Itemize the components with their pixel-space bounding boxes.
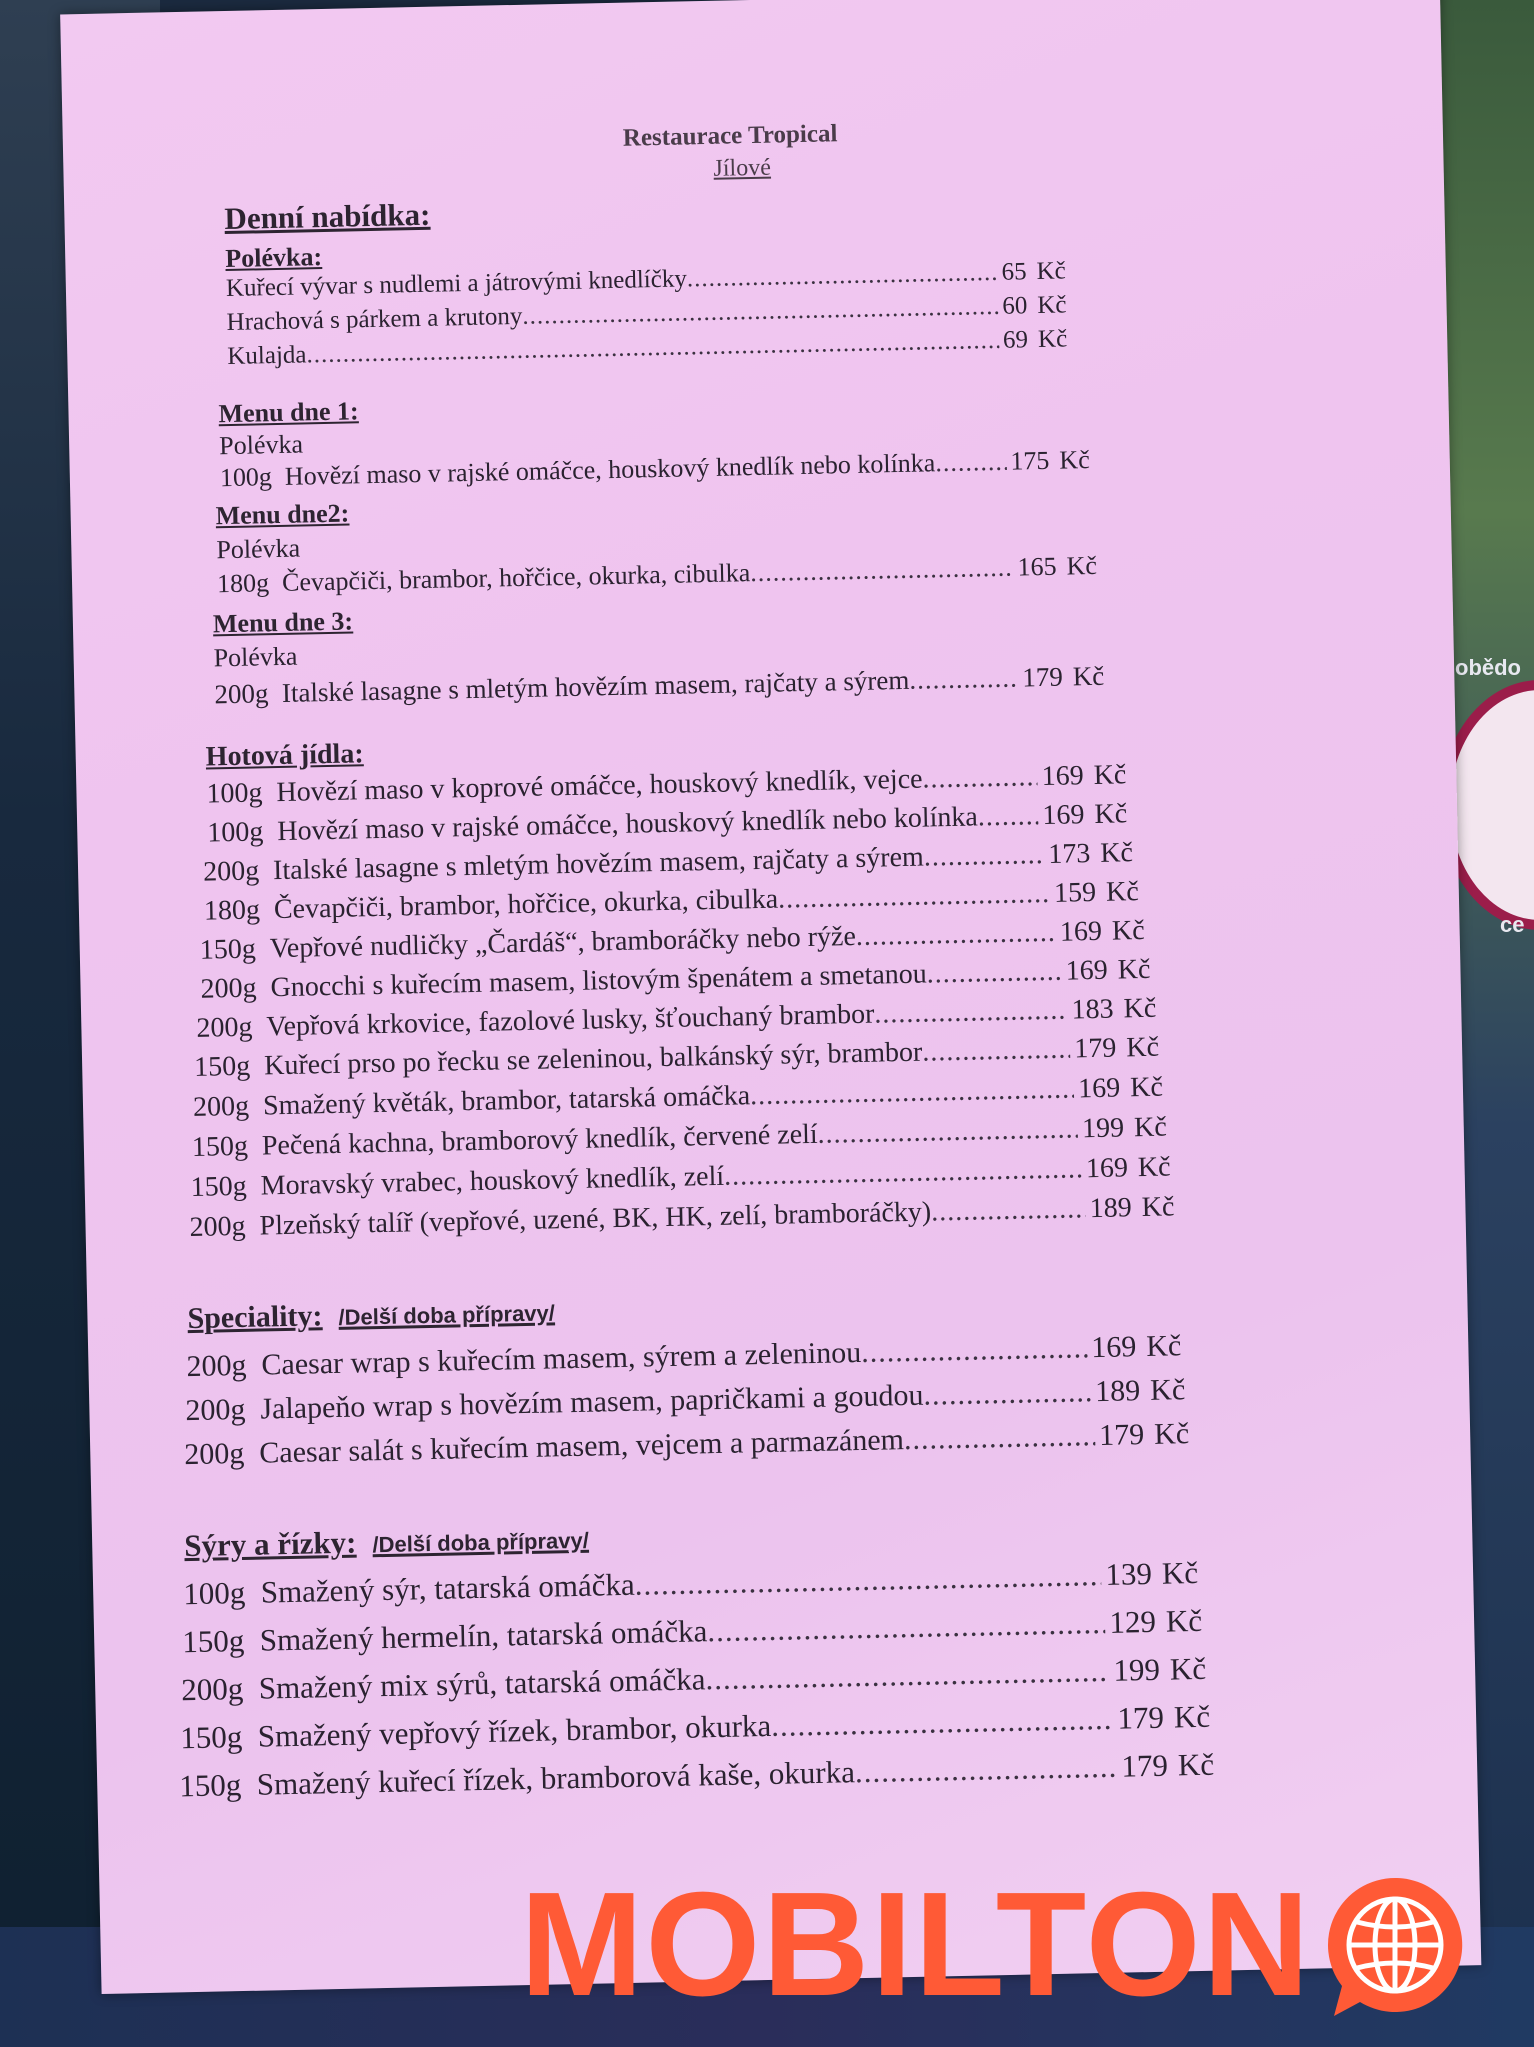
currency: Kč [1153, 1417, 1190, 1451]
leader-dots [705, 1653, 1110, 1697]
menu-item [183, 1555, 1199, 1612]
ready-meals-heading: Hotová jídla: [205, 738, 364, 773]
specialities-note: /Delší doba přípravy/ [338, 1300, 556, 1330]
side-text-bottom: ce [1500, 912, 1525, 937]
dish-price: 173 [1047, 838, 1091, 870]
leader-dots [707, 1605, 1106, 1649]
menu-1-item [220, 445, 1090, 493]
currency: Kč [1066, 550, 1098, 581]
currency: Kč [1105, 876, 1140, 908]
leader-dots [861, 1331, 1088, 1370]
dish-name: Čevapčiči, brambor, hořčice, okurka, cibulka [281, 558, 751, 597]
cheese-schnitzel-note: /Delší doba přípravy/ [372, 1527, 590, 1558]
leader-dots [687, 259, 998, 294]
currency: Kč [1141, 1191, 1175, 1224]
leader-dots [977, 800, 1038, 833]
currency: Kč [1093, 759, 1127, 791]
dish-price: 129 [1109, 1603, 1157, 1640]
weight: 200g [189, 1210, 246, 1244]
currency: Kč [1169, 1650, 1207, 1687]
weight: 150g [178, 1767, 242, 1804]
currency: Kč [1111, 914, 1145, 947]
currency: Kč [1133, 1111, 1168, 1144]
dish-name: Italské lasagne s mletým hovězím masem, rajčaty a sýrem [272, 841, 925, 887]
leader-dots [931, 1193, 1086, 1228]
watermark-text: MOBILTON [520, 1862, 1312, 2027]
dish-name: Kuřecí prso po řecku se zeleninou, balkánský sýr, brambor [263, 1036, 923, 1082]
dish-price: 179 [1074, 1032, 1117, 1065]
menu-2-soup: Polévka [216, 533, 301, 565]
leader-dots [750, 553, 1014, 589]
dish-name: Caesar salát s kuřecím masem, vejcem a parmazánem [258, 1423, 905, 1470]
dish-price: 169 [1077, 1072, 1121, 1105]
dish-price: 179 [1021, 661, 1064, 693]
leader-dots [904, 1419, 1096, 1457]
currency: Kč [1129, 1071, 1164, 1104]
leader-dots [874, 995, 1068, 1031]
leader-dots [306, 327, 999, 370]
dish-name: Gnocchi s kuřecím masem, listovým špenátem a smetanou [270, 958, 928, 1004]
weight: 100g [206, 777, 263, 810]
menu-item [182, 1603, 1203, 1660]
currency: Kč [1161, 1554, 1199, 1591]
menu-1-soup: Polévka [218, 429, 304, 461]
currency: Kč [1099, 837, 1134, 869]
leader-dots [922, 761, 1038, 795]
weight: 100g [219, 462, 273, 493]
dish-name: Hovězí maso v rajské omáčce, houskový knedlík nebo kolínka [284, 448, 936, 491]
weight: 100g [207, 816, 264, 849]
daily-offer-heading: Denní nabídka: [224, 196, 431, 237]
dish-price: 139 [1105, 1555, 1153, 1592]
dish-price: 199 [1081, 1112, 1125, 1145]
weight: 200g [202, 855, 260, 888]
dish-name: Smažený sýr, tatarská omáčka [260, 1566, 636, 1610]
weight: 180g [203, 894, 261, 927]
menu-item [184, 1417, 1189, 1472]
menu-3-soup: Polévka [213, 641, 298, 673]
currency: Kč [1165, 1602, 1203, 1639]
menu-3-heading: Menu dne 3: [212, 606, 354, 639]
dish-name: Čevapčiči, brambor, hořčice, okurka, cibulka [273, 883, 779, 926]
dish-name: Smažený vepřový řízek, brambor, okurka [257, 1707, 772, 1754]
menu-sheet [60, 0, 1481, 1994]
dish-price: 169 [1042, 799, 1085, 832]
weight: 150g [179, 1719, 243, 1756]
currency: Kč [1137, 1151, 1171, 1184]
currency: Kč [1123, 992, 1157, 1025]
weight: 200g [180, 1670, 244, 1708]
dish-price: 165 [1017, 551, 1057, 582]
menu-item [181, 1651, 1207, 1708]
side-text-top: obědo [1455, 655, 1521, 680]
dish-name: Smažený květák, brambor, tatarská omáčka [262, 1080, 751, 1122]
weight: 150g [181, 1622, 245, 1660]
weight: 150g [193, 1050, 251, 1083]
currency: Kč [1037, 291, 1067, 320]
menu-3-item [214, 661, 1104, 711]
dish-price: 189 [1094, 1374, 1141, 1409]
soup-name: Kulajda [227, 341, 307, 371]
leader-dots [923, 1375, 1092, 1413]
dish-price: 169 [1090, 1330, 1137, 1365]
soup-price: 69 [1002, 326, 1029, 354]
leader-dots [750, 1073, 1075, 1112]
soup-name: Kuřecí vývar s nudlemi a játrovými knedlíčky [225, 265, 688, 303]
leader-dots [922, 1034, 1071, 1069]
dish-name: Plzeňský talíř (vepřové, uzené, BK, HK, zelí, bramboráčky) [259, 1196, 932, 1242]
soup-price: 60 [1002, 292, 1028, 320]
dish-price: 199 [1113, 1651, 1161, 1688]
currency: Kč [1149, 1373, 1186, 1407]
menu-2-heading: Menu dne2: [215, 498, 350, 531]
leader-dots [771, 1701, 1114, 1744]
weight: 200g [196, 1011, 253, 1044]
currency: Kč [1126, 1031, 1160, 1064]
dish-price: 179 [1098, 1418, 1145, 1452]
leader-dots [724, 1153, 1082, 1192]
leader-dots [856, 917, 1057, 953]
dish-name: Smažený kuřecí řízek, bramborová kaše, okurka [256, 1754, 856, 1802]
leader-dots [926, 956, 1062, 991]
cheese-schnitzel-heading [184, 1520, 589, 1564]
leader-dots [854, 1749, 1117, 1790]
dish-price: 183 [1071, 993, 1114, 1026]
currency: Kč [1145, 1329, 1182, 1363]
leader-dots [817, 1113, 1078, 1150]
dish-price: 159 [1053, 876, 1097, 909]
weight: 200g [186, 1348, 247, 1384]
dish-price: 169 [1085, 1152, 1129, 1185]
menu-1-heading: Menu dne 1: [218, 396, 359, 429]
dish-price: 169 [1059, 915, 1103, 948]
currency: Kč [1117, 953, 1151, 986]
restaurant-location: Jílové [713, 154, 772, 182]
dish-name: Pečená kachna, bramborový knedlík, červené zelí [261, 1118, 818, 1162]
dish-price: 169 [1041, 760, 1084, 793]
leader-dots [909, 663, 1019, 696]
soup-name: Hrachová s párkem a krutony [226, 302, 523, 337]
dish-name: Vepřové nudličky „Čardáš“, bramboráčky nebo rýže [269, 920, 857, 965]
dish-name: Moravský vrabec, houskový knedlík, zelí [260, 1160, 725, 1202]
restaurant-name: Restaurace Tropical [622, 120, 838, 152]
dish-price: 189 [1089, 1192, 1133, 1225]
weight: 150g [190, 1170, 248, 1203]
leader-dots [778, 878, 1051, 916]
leader-dots [634, 1557, 1101, 1603]
weight: 150g [199, 933, 257, 966]
cheese-schnitzel-title: Sýry a řízky: [183, 1524, 357, 1564]
menu-2-item [217, 551, 1097, 599]
dish-name: Caesar wrap s kuřecím masem, sýrem a zeleninou [261, 1335, 862, 1382]
currency: Kč [1036, 257, 1067, 286]
dish-price: 179 [1121, 1747, 1169, 1784]
dish-name: Jalapeňo wrap s hovězím masem, papričkami a goudou [260, 1378, 924, 1426]
specialities-heading [187, 1294, 555, 1336]
currency: Kč [1072, 660, 1105, 692]
currency: Kč [1173, 1698, 1211, 1735]
globe-icon [1320, 1870, 1470, 2020]
weight: 200g [185, 1392, 246, 1428]
weight: 200g [200, 972, 257, 1005]
dish-name: Italské lasagne s mletým hovězím masem, rajčaty a sýrem [281, 664, 910, 708]
weight: 200g [214, 678, 269, 710]
dish-price: 179 [1117, 1699, 1165, 1736]
dish-price: 175 [1010, 445, 1050, 476]
weight: 150g [191, 1130, 249, 1163]
currency: Kč [1059, 444, 1091, 475]
dish-name: Vepřová krkovice, fazolové lusky, šťouchaný brambor [266, 998, 875, 1043]
dish-name: Smažený hermelín, tatarská omáčka [259, 1613, 708, 1658]
dish-price: 169 [1065, 954, 1109, 987]
soup-price: 65 [1001, 258, 1027, 286]
currency: Kč [1177, 1746, 1215, 1783]
weight: 100g [182, 1574, 246, 1612]
leader-dots [522, 293, 999, 331]
menu-item [180, 1699, 1211, 1757]
specialities-title: Speciality: [187, 1299, 323, 1336]
weight: 200g [183, 1436, 245, 1472]
watermark-logo [520, 1862, 1470, 2027]
currency: Kč [1094, 798, 1128, 830]
dish-name: Hovězí maso v rajské omáčce, houskový knedlík nebo kolínka [276, 801, 979, 848]
weight: 200g [192, 1090, 250, 1123]
menu-item [179, 1747, 1215, 1805]
leader-dots [935, 447, 1007, 478]
weight: 180g [216, 568, 270, 599]
leader-dots [923, 839, 1044, 874]
dish-name: Hovězí maso v koprové omáčce, houskový knedlík, vejce [276, 763, 923, 809]
dish-name: Smažený mix sýrů, tatarská omáčka [258, 1661, 706, 1706]
currency: Kč [1037, 325, 1068, 354]
soup-heading: Polévka: [224, 242, 323, 274]
